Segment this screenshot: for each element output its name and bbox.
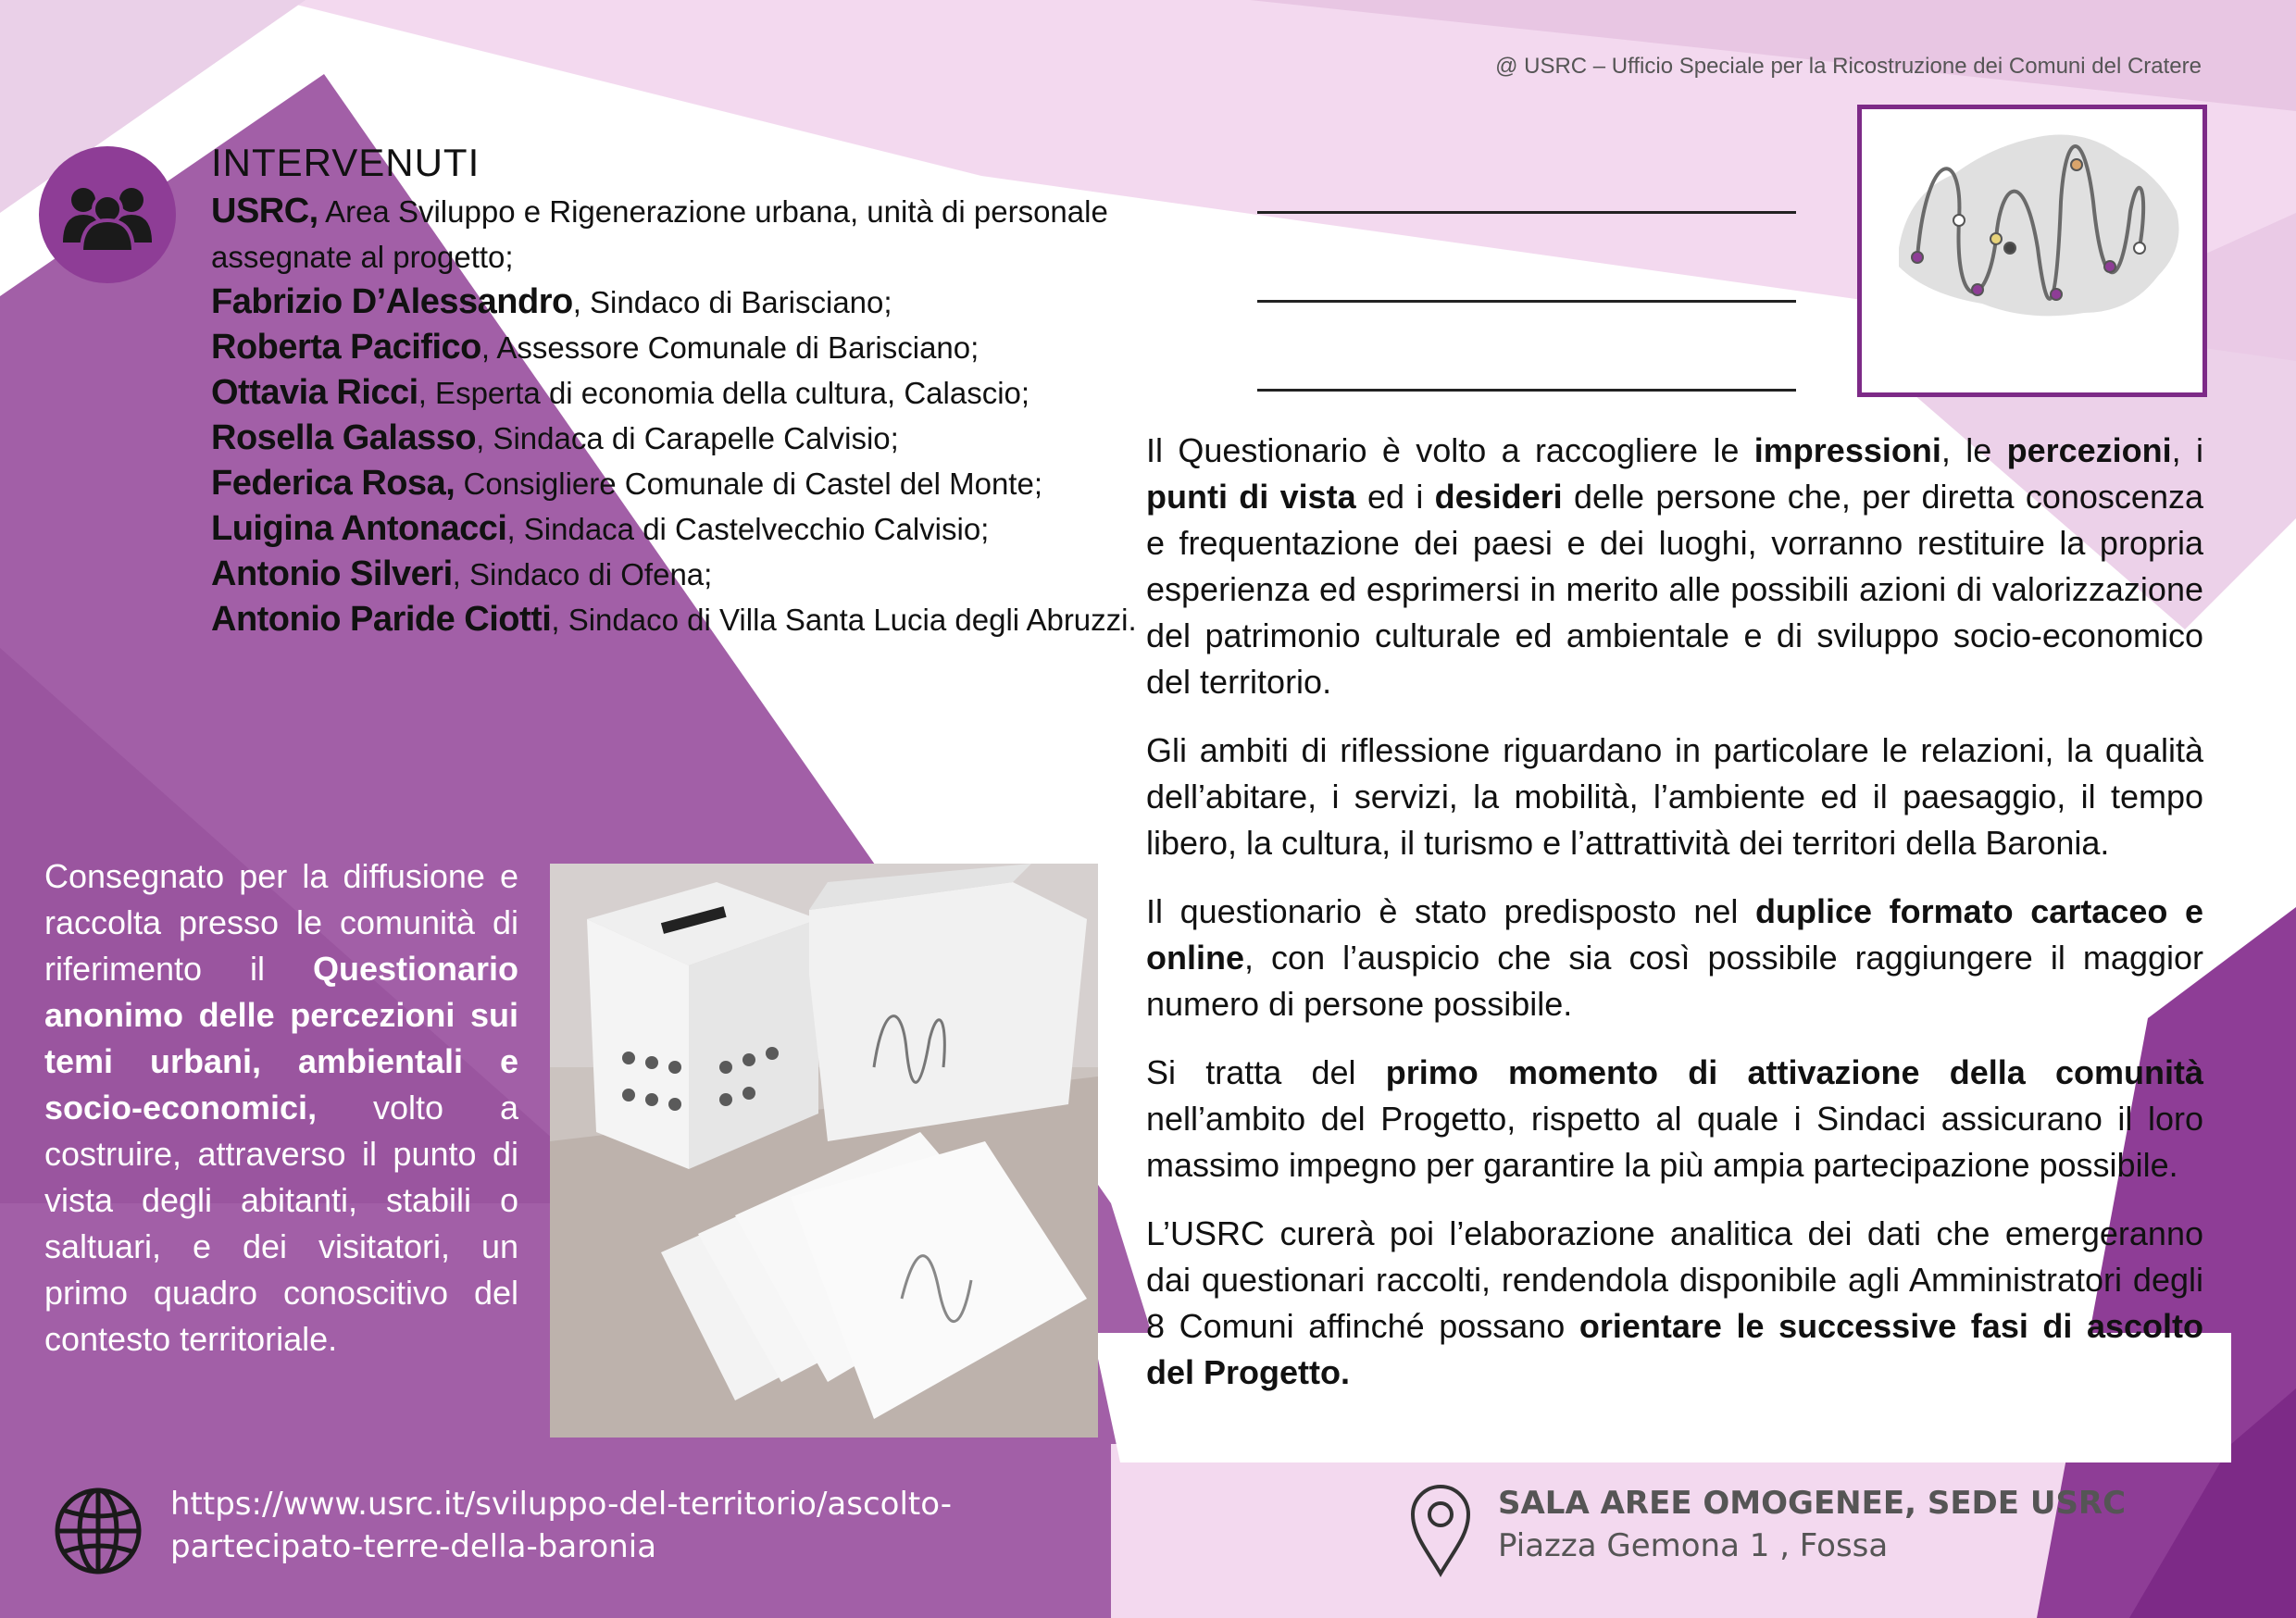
bold-run: desideri (1434, 478, 1563, 516)
territory-map-logo (1857, 105, 2207, 397)
organization-credit: @ USRC – Ufficio Speciale per la Ricostruzione dei Comuni del Cratere (1495, 54, 2202, 79)
speakers-heading: INTERVENUTI (211, 141, 480, 184)
speaker-role: , Sindaco di Villa Santa Lucia degli Abruzzi. (551, 603, 1137, 637)
signature-line (1257, 300, 1796, 303)
speaker-role: , Sindaco di Ofena; (452, 557, 713, 591)
speaker-role: , Esperta di economia della cultura, Calascio; (418, 376, 1030, 410)
speaker-name: Federica Rosa, (211, 464, 455, 503)
speaker-name: Antonio Paride Ciotti (211, 600, 552, 639)
bold-run: duplice formato cartaceo e online (1146, 892, 2203, 977)
speaker-name: Roberta Pacifico (211, 328, 481, 367)
speaker-name: Fabrizio D’Alessandro (211, 282, 573, 321)
venue-name: SALA AREE OMOGENEE, SEDE USRC (1498, 1485, 2127, 1522)
speaker-name: Rosella Galasso (211, 418, 477, 457)
speaker-name: Ottavia Ricci (211, 373, 418, 412)
text-run: L’USRC curerà poi l’elaborazione analitica dei dati che emergeranno dai questionari raccolti, rendendola disponibile agli Amministratori degli 8 Comuni affinché possano (1146, 1214, 2203, 1345)
paragraph-themes: Gli ambiti di riflessione riguardano in particolare le relazioni, la qualità dell’abitare, i servizi, la mobilità, l’ambiente ed il paesaggio, il tempo libero, la cultura, il turismo e l’attrattività dei territori della Baronia. (1146, 731, 2203, 862)
project-link[interactable]: https://www.usrc.it/sviluppo-del-territorio/ascolto-partecipato-terre-della-baronia (170, 1486, 952, 1565)
speaker-item (211, 506, 1137, 552)
bold-run: primo momento di attivazione della comunità (1385, 1053, 2204, 1091)
speaker-item (211, 325, 1137, 370)
text-run: volto a costruire, attraverso il punto di vista degli abitanti, stabili o saltuari, e dei visitatori, un primo quadro conoscitivo del contesto territoriale. (44, 1089, 518, 1358)
signature-line (1257, 211, 1796, 214)
speaker-role: , Sindaca di Carapelle Calvisio; (476, 421, 899, 455)
speaker-name: USRC, (211, 192, 318, 230)
speaker-item (211, 370, 1137, 416)
speaker-role: , Sindaco di Barisciano; (572, 285, 892, 319)
speaker-name: Antonio Silveri (211, 554, 453, 593)
bold-run: impressioni (1753, 431, 1941, 469)
speaker-item (211, 597, 1137, 642)
speaker-role: , Assessore Comunale di Barisciano; (480, 330, 980, 365)
speaker-item (211, 461, 1137, 506)
paragraph-intro (1146, 428, 2203, 705)
text-run: , le (1940, 431, 2007, 469)
people-group-icon (39, 146, 176, 283)
text-run: ed i (1355, 478, 1435, 516)
text-run: nell’ambito del Progetto, rispetto al quale i Sindaci assicurano il loro massimo impegno per garantire la più ampia partecipazione possibile. (1146, 1100, 2203, 1184)
paragraph-analysis (1146, 1211, 2203, 1396)
speaker-role: Consigliere Comunale di Castel del Monte; (455, 467, 1042, 501)
text-run: Il questionario è stato predisposto nel (1146, 892, 1756, 930)
questionnaire-boxes-photo (550, 864, 1098, 1438)
text-run: Il Questionario è volto a raccogliere le (1146, 431, 1754, 469)
bold-run: Questionario anonimo delle percezioni sui temi urbani, ambientali e socio-economici, (44, 950, 518, 1126)
speaker-item (211, 416, 1137, 461)
globe-icon (52, 1485, 144, 1577)
text-run: , con l’auspicio che sia così possibile raggiungere il maggior numero di persone possibile. (1146, 939, 2203, 1023)
venue-address: Piazza Gemona 1 , Fossa (1498, 1527, 1889, 1564)
bold-run: punti di vista (1146, 478, 1356, 516)
speakers-list (211, 189, 1137, 642)
text-run: delle persone che, per diretta conoscenza e frequentazione dei paesi e dei luoghi, vorranno restituire la propria esperienza ed esprimersi in merito alle possibili azioni di valorizzazione del patrimonio culturale ed ambientale e di sviluppo socio-economico del territorio. (1146, 478, 2203, 701)
bold-run: percezioni (2006, 431, 2172, 469)
bold-run: orientare le successive fasi di ascolto del Progetto. (1146, 1307, 2203, 1391)
map-pin-icon (1407, 1481, 1474, 1577)
speaker-role: , Sindaca di Castelvecchio Calvisio; (506, 512, 990, 546)
speaker-role: Area Sviluppo e Rigenerazione urbana, unità di personale assegnate al progetto; (211, 194, 1108, 274)
delivery-paragraph (44, 853, 518, 1363)
text-run: Consegnato per la diffusione e raccolta presso le comunità di riferimento il (44, 857, 518, 988)
paragraph-format (1146, 889, 2203, 1027)
text-run: Si tratta del (1146, 1053, 1386, 1091)
speaker-item (211, 189, 1137, 280)
speaker-item (211, 280, 1137, 325)
paragraph-activation (1146, 1050, 2203, 1189)
text-run: , i (2171, 431, 2203, 469)
speaker-item (211, 552, 1137, 597)
questionnaire-description (1146, 428, 2203, 1418)
speaker-name: Luigina Antonacci (211, 509, 507, 548)
signature-line (1257, 389, 1796, 392)
speakers-section (211, 141, 1137, 642)
